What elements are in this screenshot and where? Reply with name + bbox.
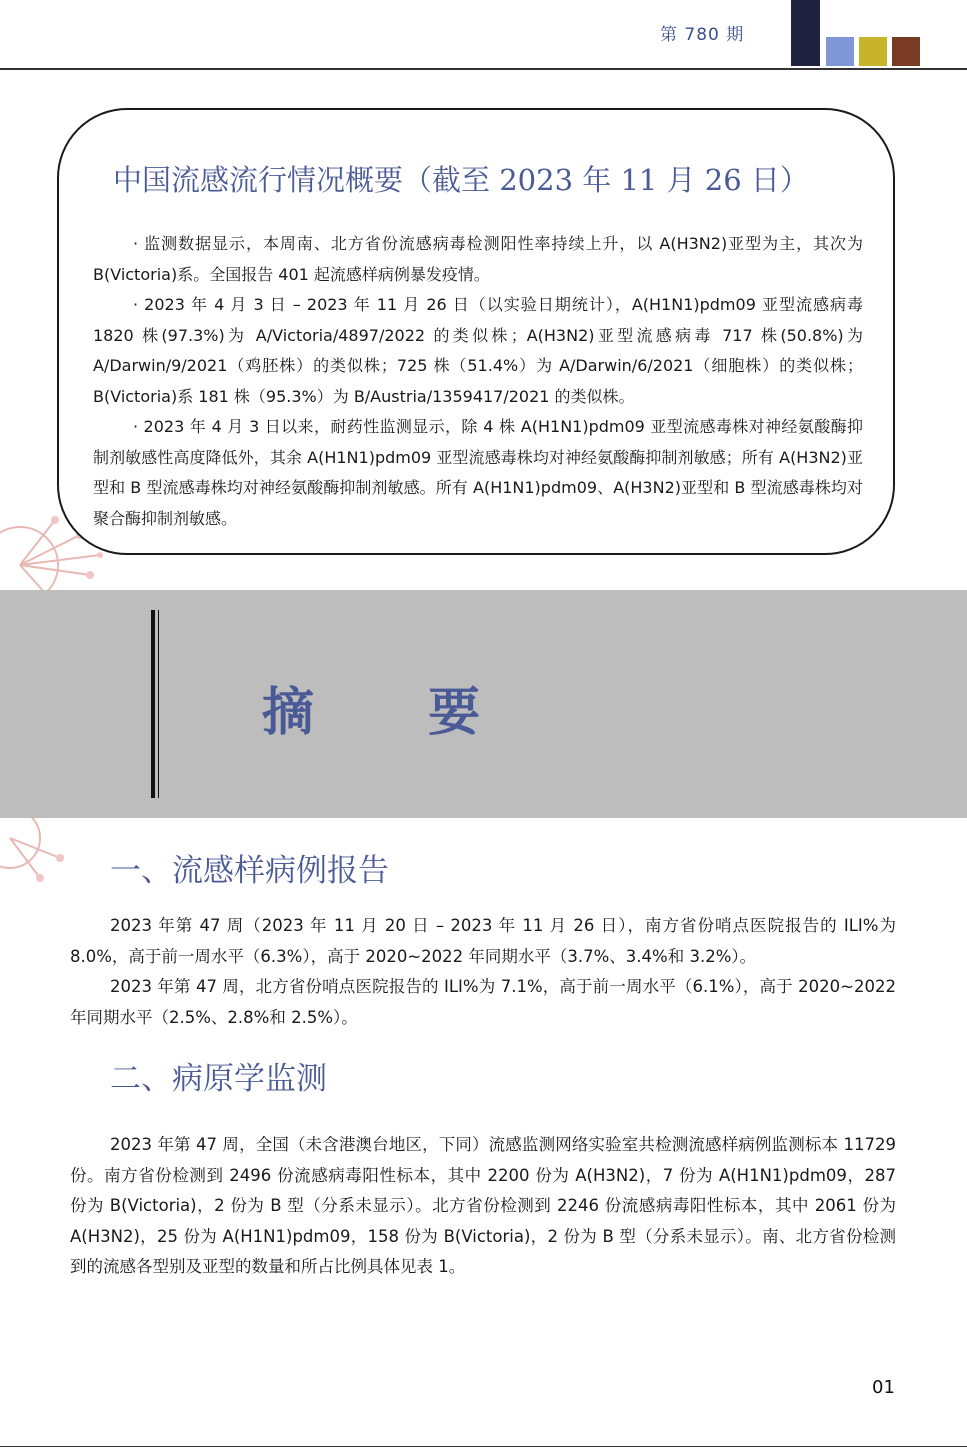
section-body-pathogen: [70, 1130, 896, 1283]
body-paragraph: 2023 年第 47 周，全国（未含港澳台地区，下同）流感监测网络实验室共检测流感样病例监测标本 11729 份。南方省份检测到 2496 份流感病毒阳性标本，其中 2200 份为 A(H3N2)，7 份为 A(H1N1)pdm09，287 份为 B(Victoria)，2 份为 B 型（分系未显示）。北方省份检测到 2246 份流感病毒阳性标本，其中 2061 份为 A(H3N2)，25 份为 A(H1N1)pdm09，158 份为 B(Victoria)，2 份为 B 型（分系未显示）。南、北方省份检测到的流感各型别及亚型的数量和所占比例具体见表 1。: [70, 1135, 896, 1276]
section-title-ili: 一、流感样病例报告: [110, 853, 389, 889]
issue-number: 第 780 期: [660, 25, 745, 45]
summary-paragraph: · 监测数据显示，本周南、北方省份流感病毒检测阳性率持续上升，以 A(H3N2)亚型为主，其次为 B(Victoria)系。全国报告 401 起流感样病例暴发疫情。: [93, 234, 863, 284]
body-paragraph: 2023 年第 47 周（2023 年 11 月 20 日 – 2023 年 11 月 26 日），南方省份哨点医院报告的 ILI%为 8.0%，高于前一周水平（6.3%），高于 2020~2022 年同期水平（3.7%、3.4%和 3.2%）。: [70, 916, 896, 966]
abstract-bar-thin: [158, 610, 159, 798]
summary-paragraph: · 2023 年 4 月 3 日 – 2023 年 11 月 26 日（以实验日期统计），A(H1N1)pdm09 亚型流感病毒 1820 株(97.3%)为 A/Victoria/4897/2022 的类似株；A(H3N2)亚型流感病毒 717 株(50.8%)为 A/Darwin/9/2021（鸡胚株）的类似株；725 株（51.4%）为 A/Darwin/6/2021（细胞株）的类似株；B(Victoria)系 181 株（95.3%）为 B/Austria/1359417/2021 的类似株。: [93, 295, 863, 406]
header-color-block-blue: [826, 37, 854, 66]
footer-divider: [0, 1446, 967, 1447]
header-divider: [0, 68, 967, 70]
header-color-block-yellow: [859, 37, 887, 66]
body-paragraph: 2023 年第 47 周，北方省份哨点医院报告的 ILI%为 7.1%，高于前一周水平（6.1%），高于 2020~2022 年同期水平（2.5%、2.8%和 2.5%）。: [70, 977, 896, 1027]
header-color-block-dark: [791, 0, 820, 66]
abstract-bar-thick: [151, 610, 155, 798]
section-body-ili: [70, 911, 896, 1033]
summary-paragraph: · 2023 年 4 月 3 日以来，耐药性监测显示，除 4 株 A(H1N1)pdm09 亚型流感毒株对神经氨酸酶抑制剂敏感性高度降低外，其余 A(H1N1)pdm09 亚型流感毒株均对神经氨酸酶抑制剂敏感；所有 A(H3N2)亚型和 B 型流感毒株均对神经氨酸酶抑制剂敏感。所有 A(H1N1)pdm09、A(H3N2)亚型和 B 型流感毒株均对聚合酶抑制剂敏感。: [93, 417, 863, 528]
page-number: 01: [872, 1377, 895, 1398]
summary-title: 中国流感流行情况概要（截至 2023 年 11 月 26 日）: [113, 163, 809, 197]
abstract-title: 摘 要: [262, 683, 529, 743]
header-color-block-brown: [892, 37, 920, 66]
virus-illustration-bottom: [0, 818, 80, 888]
section-title-pathogen: 二、病原学监测: [110, 1061, 327, 1097]
summary-body: [93, 229, 863, 534]
